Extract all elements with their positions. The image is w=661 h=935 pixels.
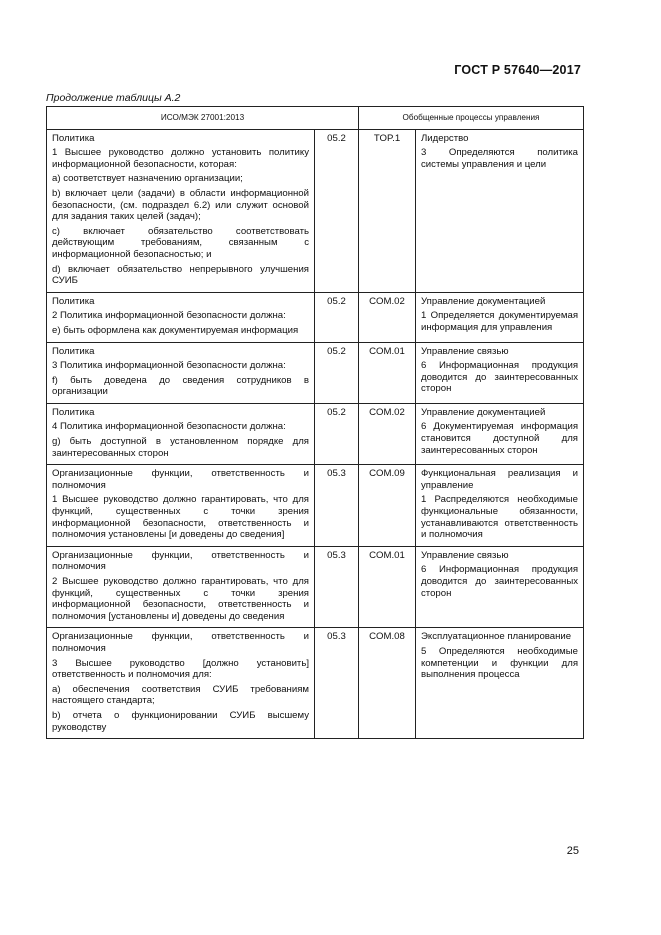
clause-cell: 05.2	[315, 292, 359, 342]
row-text: 6 Информационная продукция доводится до заинтересованных сторон	[421, 564, 579, 599]
requirement-cell	[47, 292, 315, 342]
row-text: 4 Политика информационной безопасности должна:	[52, 421, 286, 433]
code-cell: COM.09	[359, 465, 416, 547]
row-text: f) быть доведена до сведения сотрудников в организации	[52, 374, 309, 398]
clause-cell: 05.3	[315, 546, 359, 628]
clause-cell: 05.2	[315, 342, 359, 403]
requirement-cell	[47, 403, 315, 464]
row-text: 3 Определяются политика системы управления и цели	[421, 147, 579, 170]
table-row	[47, 403, 584, 464]
row-text: Организационные функции, ответственность и полномочия	[52, 468, 309, 491]
clause-cell: 05.2	[315, 129, 359, 292]
code-cell: COM.02	[359, 292, 416, 342]
row-text: 1 Распределяются необходимые функциональные обязанности, устанавливаются ответственность и полномочия	[421, 494, 579, 541]
table-row	[47, 546, 584, 628]
process-cell	[416, 465, 584, 547]
row-text: Политика	[52, 406, 95, 418]
requirement-cell	[47, 546, 315, 628]
row-text: 3 Высшее руководство [должно установить] ответственность и полномочия для:	[52, 657, 309, 681]
clause-cell: 05.3	[315, 628, 359, 739]
code-cell: COM.01	[359, 342, 416, 403]
row-text: Функциональная реализация и управление	[421, 468, 579, 491]
document-id: ГОСТ Р 57640—2017	[454, 63, 581, 77]
row-text: 5 Определяются необходимые компетенции и функции для выполнения процесса	[421, 645, 579, 681]
table-caption: Продолжение таблицы А.2	[46, 92, 181, 104]
row-text: Политика	[52, 132, 95, 144]
table-row	[47, 342, 584, 403]
row-text: Политика	[52, 295, 95, 307]
row-text: 3 Политика информационной безопасности должна:	[52, 360, 286, 372]
row-text: b) отчета о функционировании СУИБ высшему руководству	[52, 709, 309, 733]
row-text: d) включает обязательство непрерывного улучшения СУИБ	[52, 263, 309, 287]
requirement-cell	[47, 342, 315, 403]
row-text: 2 Политика информационной безопасности должна:	[52, 310, 286, 322]
table-row	[47, 465, 584, 547]
header-processes: Обобщенные процессы управления	[359, 107, 584, 130]
process-cell	[416, 403, 584, 464]
code-cell: TOP.1	[359, 129, 416, 292]
process-cell	[416, 546, 584, 628]
row-text: е) быть оформлена как документируемая информация	[52, 324, 299, 336]
process-cell	[416, 628, 584, 739]
row-text: 6 Информационная продукция доводится до заинтересованных сторон	[421, 360, 579, 395]
row-text: с) включает обязательство соответствовать действующим требованиям, связанным с информационной безопасностью; и	[52, 225, 309, 260]
requirement-cell	[47, 129, 315, 292]
row-text: Организационные функции, ответственность и полномочия	[52, 549, 309, 573]
row-text: Политика	[52, 345, 95, 357]
row-text: а) соответствует назначению организации;	[52, 173, 243, 185]
row-text: g) быть доступной в установленном порядке для заинтересованных сторон	[52, 436, 309, 459]
clause-cell: 05.2	[315, 403, 359, 464]
code-cell: COM.01	[359, 546, 416, 628]
row-text: Организационные функции, ответственность и полномочия	[52, 631, 309, 654]
code-cell: COM.08	[359, 628, 416, 739]
table-row	[47, 129, 584, 292]
row-text: b) включает цели (задачи) в области информационной безопасности, (см. подраздел 6.2) или служит основой для задания таких целей (задач);	[52, 187, 309, 223]
process-cell	[416, 129, 584, 292]
page-number: 25	[566, 845, 579, 857]
row-text: Управление документацией	[421, 406, 546, 418]
process-cell	[416, 342, 584, 403]
row-text: 1 Высшее руководство должно установить политику информационной безопасности, которая:	[52, 147, 309, 170]
row-text: Лидерство	[421, 132, 469, 144]
row-text: Управление связью	[421, 345, 509, 357]
process-cell	[416, 292, 584, 342]
row-text: Управление связью	[421, 549, 509, 561]
row-text: а) обеспечения соответствия СУИБ требованиям настоящего стандарта;	[52, 683, 309, 707]
table-row	[47, 292, 584, 342]
header-iso: ИСО/МЭК 27001:2013	[47, 107, 359, 130]
clause-cell: 05.3	[315, 465, 359, 547]
table-row	[47, 628, 584, 739]
requirement-cell	[47, 628, 315, 739]
code-cell: COM.02	[359, 403, 416, 464]
comparison-table	[46, 106, 584, 739]
row-text: 1 Определяется документируемая информация для управления	[421, 310, 579, 333]
table-header-row	[47, 107, 584, 130]
row-text: Эксплуатационное планирование	[421, 631, 572, 643]
row-text: 2 Высшее руководство должно гарантировать, что для функций, существенных с точки зрения информационной безопасности, ответственность и полномочия [установлены и] доведены до сведения	[52, 576, 309, 622]
row-text: 6 Документируемая информация становится доступной для заинтересованных сторон	[421, 421, 579, 456]
requirement-cell	[47, 465, 315, 547]
row-text: 1 Высшее руководство должно гарантировать, что для функций, существенных с точки зрения информационной безопасности, ответственность и полномочия установлены [и доведены до сведения]	[52, 494, 309, 541]
row-text: Управление документацией	[421, 295, 546, 307]
